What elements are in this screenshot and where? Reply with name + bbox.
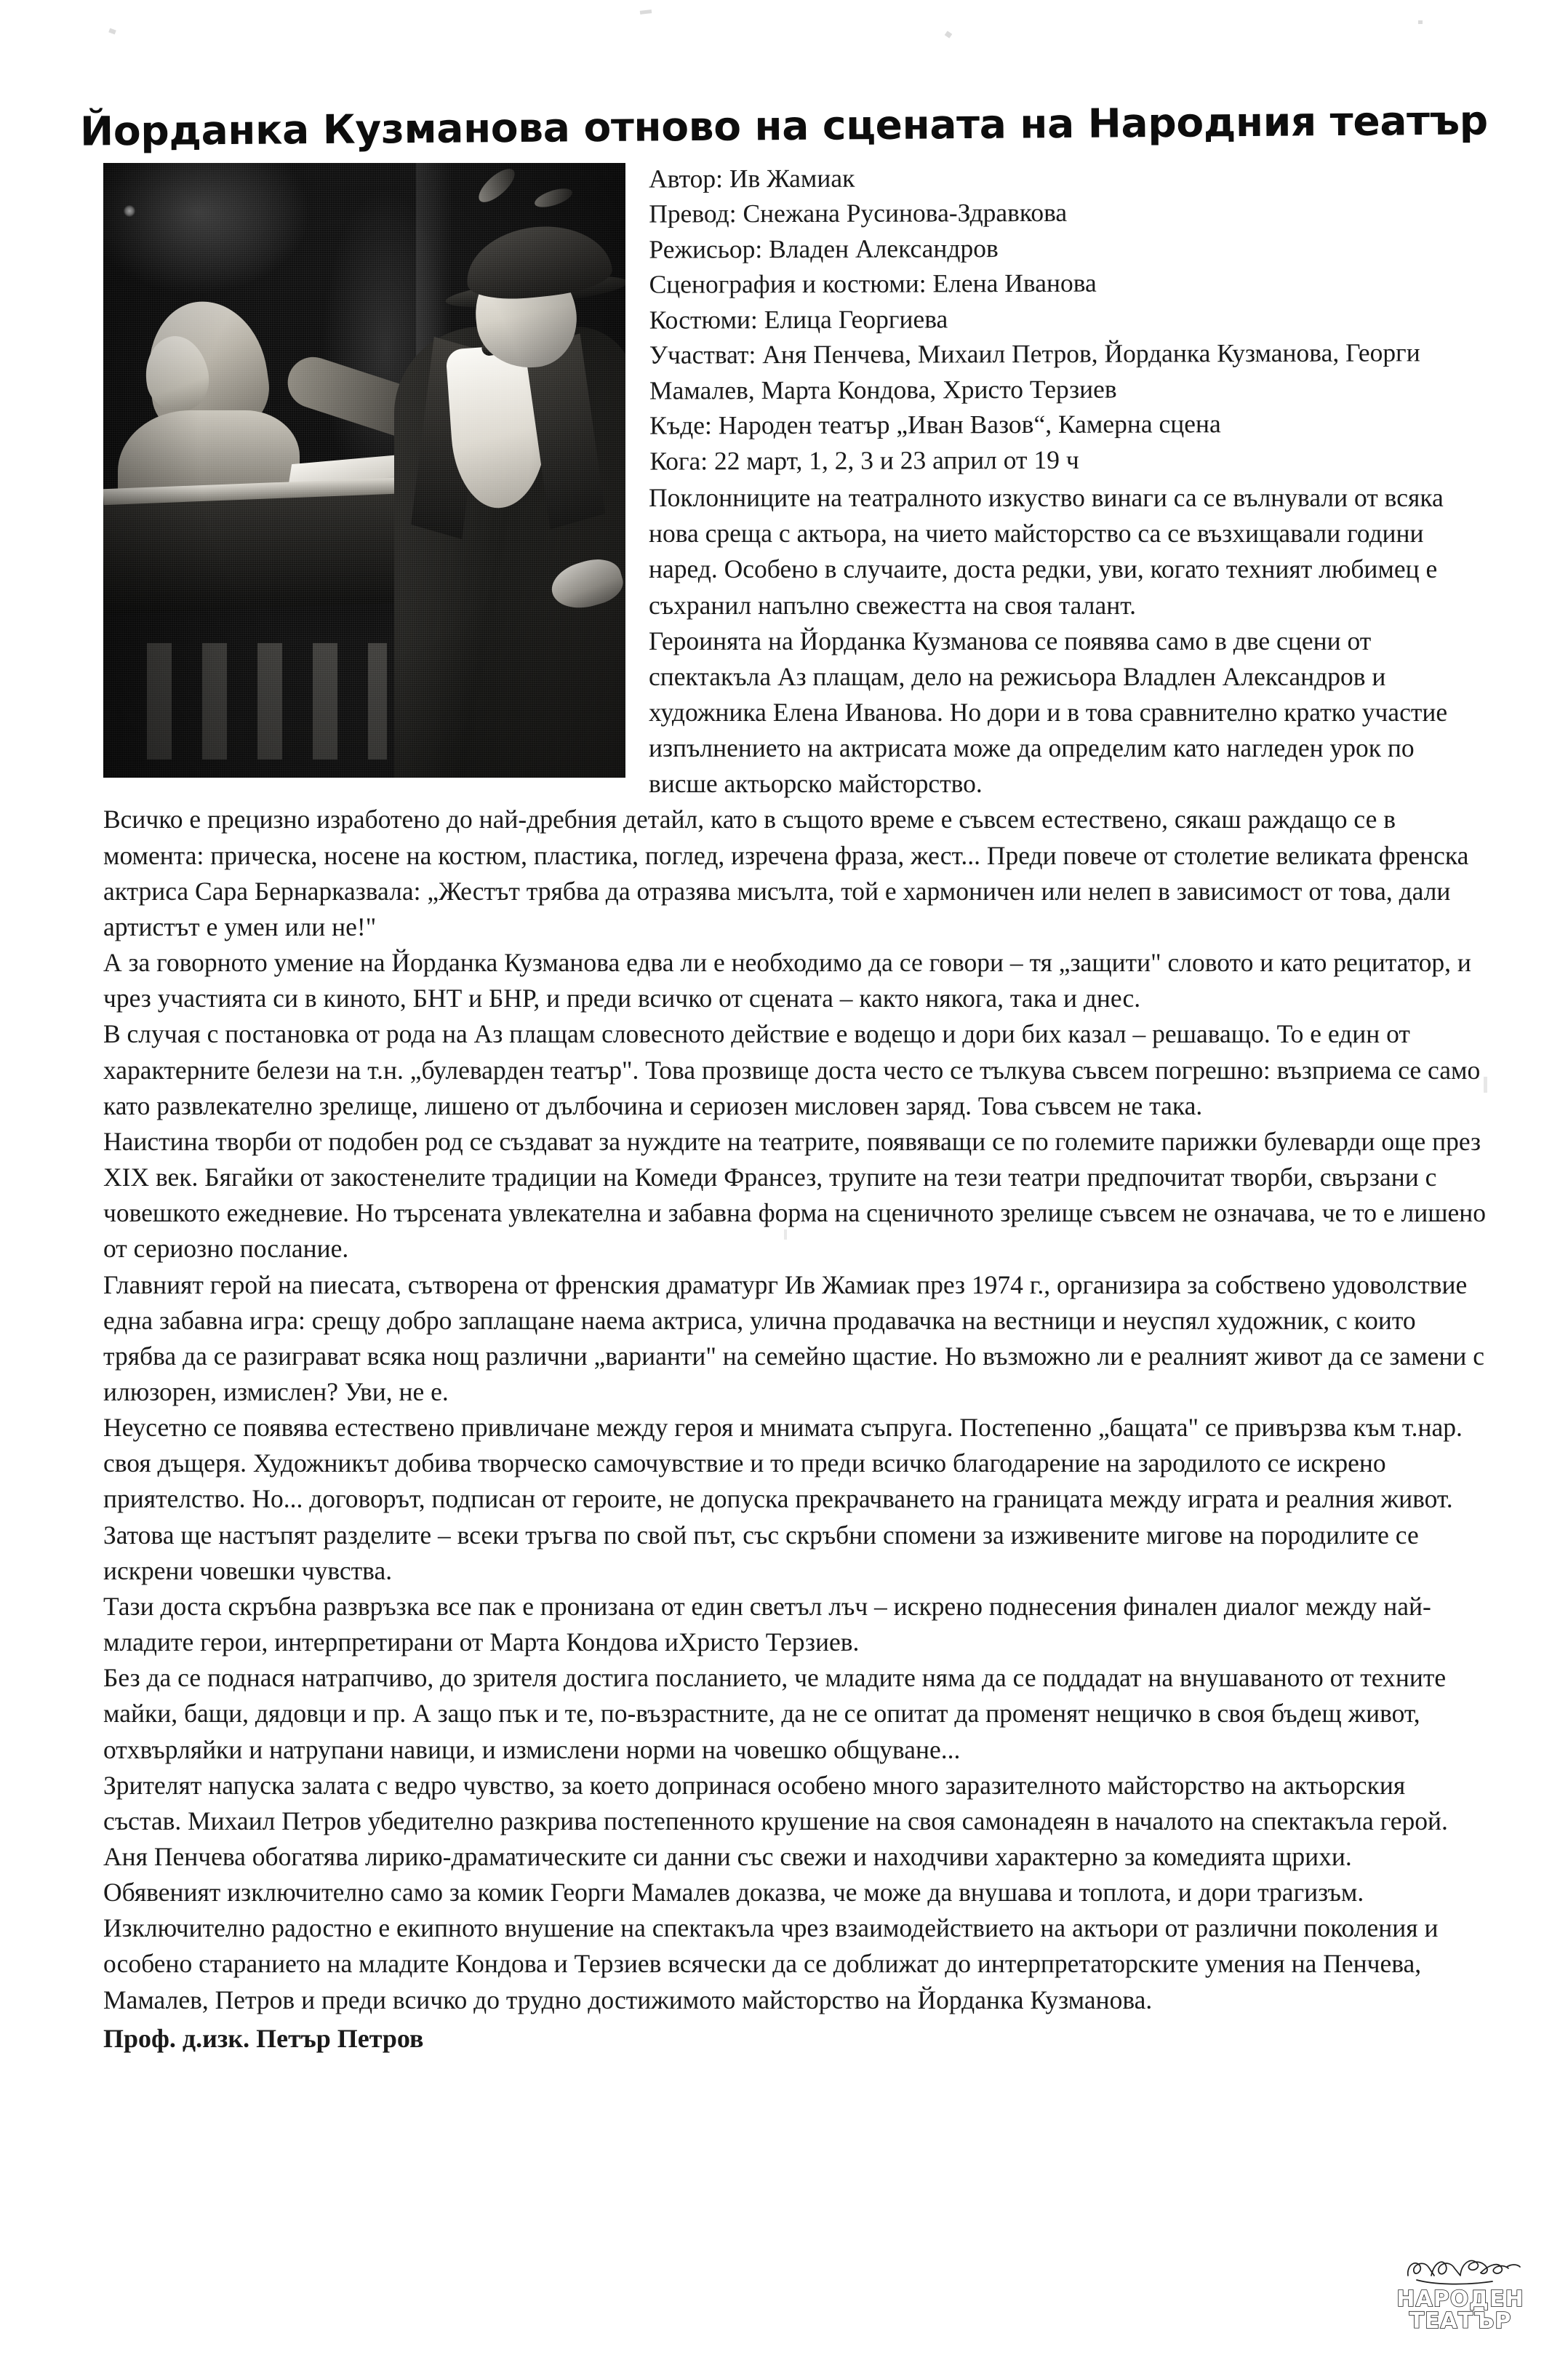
logo-line2: ТЕАТЪР [1409,2308,1512,2334]
credit-director: Режисьор: Владен Александров [649,234,999,264]
national-theatre-logo [1391,2251,1530,2338]
scan-artifact [108,28,116,35]
paragraph: Обявеният изключително само за комик Георги Мамалев доказва, че може да внушава и топлота, и дори трагизъм. [103,1878,1364,1907]
scan-artifact [640,9,652,15]
credit-dates: Кога: 22 март, 1, 2, 3 и 23 април от 19 ч [649,444,1079,476]
paragraph: А за говорното умение на Йорданка Кузманова едва ли е необходимо да се говори – тя „защити" словото и като рецитатор, и чрез участията си в киното, БНТ и БНР, и преди всичко от сцената – както някога, така и днес. [103,948,1471,1013]
paragraph: Изключително радостно е екипното внушение на спектакъла чрез взаимодействието на актьори от различни поколения и особено старанието на младите Кондова и Терзиев всячески да се доближат до интерпретаторските умения на Пенчева, Мамалев, Петров и преди всичко до трудно достижимото майсторство на Йорданка Кузманова. [103,1913,1439,2014]
paragraph: Аня Пенчева обогатява лирико-драматическите си данни със свежи и находчиви характерно за комедията щрихи. [103,1842,1352,1872]
credit-cast: Участват: Аня Пенчева, Михаил Петров, Йорданка Кузманова, Георги Мамалев, Марта Кондова, Христо Терзиев [649,338,1420,405]
article-content [103,163,1489,2057]
credit-venue: Къде: Народен театър „Иван Вазов“, Камерна сцена [649,409,1221,440]
paragraph: Героинята на Йорданка Кузманова се появява само в две сцени от спектакъла Аз плащам, дело на режисьора Владлен Александров и художника Елена Иванова. Но дори и в това сравнително кратко участие изпълнението на актрисата може да определим като нагледен урок по висше актьорско майсторство. [649,626,1448,799]
byline: Проф. д.изк. Петър Петров [103,2023,424,2053]
page-title: Йорданка Кузманова отново на сцената на Народния театър [79,97,1489,155]
credit-translation: Превод: Снежана Русинова-Здравкова [649,198,1068,229]
paragraph: Всичко е прецизно изработено до най-дребния детайл, като в същото време е съвсем естествено, сякаш раждащо се в момента: прическа, носене на костюм, пластика, поглед, изречена фраза, жест... Преди повече от столетие великата френска актриса Сара Бернарказвала: „Жестът трябва да отразява мисълта, той е хармоничен или нелеп в зависимост от това, дали артистът е умен или не!" [103,805,1469,941]
paragraph: Зрителят напуска залата с ведро чувство, за което допринася особено много заразителното майсторство на актьорския състав. Михаил Петров убедително разкрива постепенното крушение на своя самонадеян в началото на спектакъла герой. [103,1770,1448,1835]
paragraph: Главният герой на пиесата, сътворена от френския драматург Ив Жамиак през 1974 г., организира за собствено удоволствие една забавна игра: срещу добро заплащане наема актриса, улична продавачка на вестници и неуспял художник, с които трябва да се разиграват всяка нощ различни „варианти" на семейно щастие. Но възможно ли е реалният живот да се замени с илюзорен, измислен? Уви, не е. [103,1269,1485,1406]
credits-block [103,159,1489,480]
paragraph: Наистина творби от подобен род се създават за нуждите на театрите, появяващи се по големите парижки булеварди още през XIX век. Бягайки от закостенелите традиции на Комеди Франсез, трупите на тези театри предпочитат творби, свързани с човешкото ежедневие. Но търсената увлекателна и забавна форма на сценичното зрелище съвсем не означава, че то е лишено от сериозно послание. [103,1126,1487,1264]
logo-artwork [1391,2251,1530,2338]
credit-scenography: Сценография и костюми: Елена Иванова [649,268,1097,300]
paragraph: Поклонниците на театралното изкуство винаги са се вълнували от всяка нова среща с актьора, на чието майсторство са се възхищавали години наред. Особено в случаите, доста редки, уви, когато техният любимец е съхранил напълно свежестта на своя талант. [649,483,1444,620]
paragraph: Без да се поднася натрапчиво, до зрителя достига посланието, че младите няма да се поддадат на внушаваното от техните майки, бащи, дядовци и пр. А защо пък и те, по-възрастните, да не се опитат да променят нещичко в своя бъдещ живот, отхвърляйки и натрупани навици, и измислени норми на човешко общуване... [103,1663,1447,1764]
paragraph: Неусетно се появява естествено привличане между героя и мнимата съпруга. Постепенно „бащата" се привързва към т.нар. своя дъщеря. Художникът добива творческо самочувствие и то преди всичко благодарение на зародилото се искрено приятелство. Но... договорът, подписан от героите, не допуска прекрачването на границата между играта и реалния живот. Затова ще настъпят разделите – всеки тръгва по свой път, със скръбни спомени за изживените мигове на породилите се искрени човешки чувства. [103,1413,1463,1585]
credit-costumes: Костюми: Елица Георгиева [649,304,948,335]
logo-line1: НАРОДЕН [1396,2287,1524,2312]
scan-artifact [1418,20,1423,24]
paragraph: В случая с постановка от рода на Аз плащам словесното действие е водещо и дори бих казал – решаващо. То е един от характерните белези на т.н. „булеварден театър". Това прозвище доста често се тълкува съвсем погрешно: възприема се само като развлекателно зрелище, лишено от дълбочина и сериозен мисловен заряд. Това съвсем не така. [103,1019,1481,1120]
paragraph: Тази доста скръбна развръзка все пак е пронизана от един светъл лъч – искрено поднесения финален диалог между най-младите герои, интерпретирани от Марта Кондова иХристо Терзиев. [103,1591,1431,1657]
scan-artifact [945,31,953,38]
credit-author: Автор: Ив Жамиак [649,163,855,194]
